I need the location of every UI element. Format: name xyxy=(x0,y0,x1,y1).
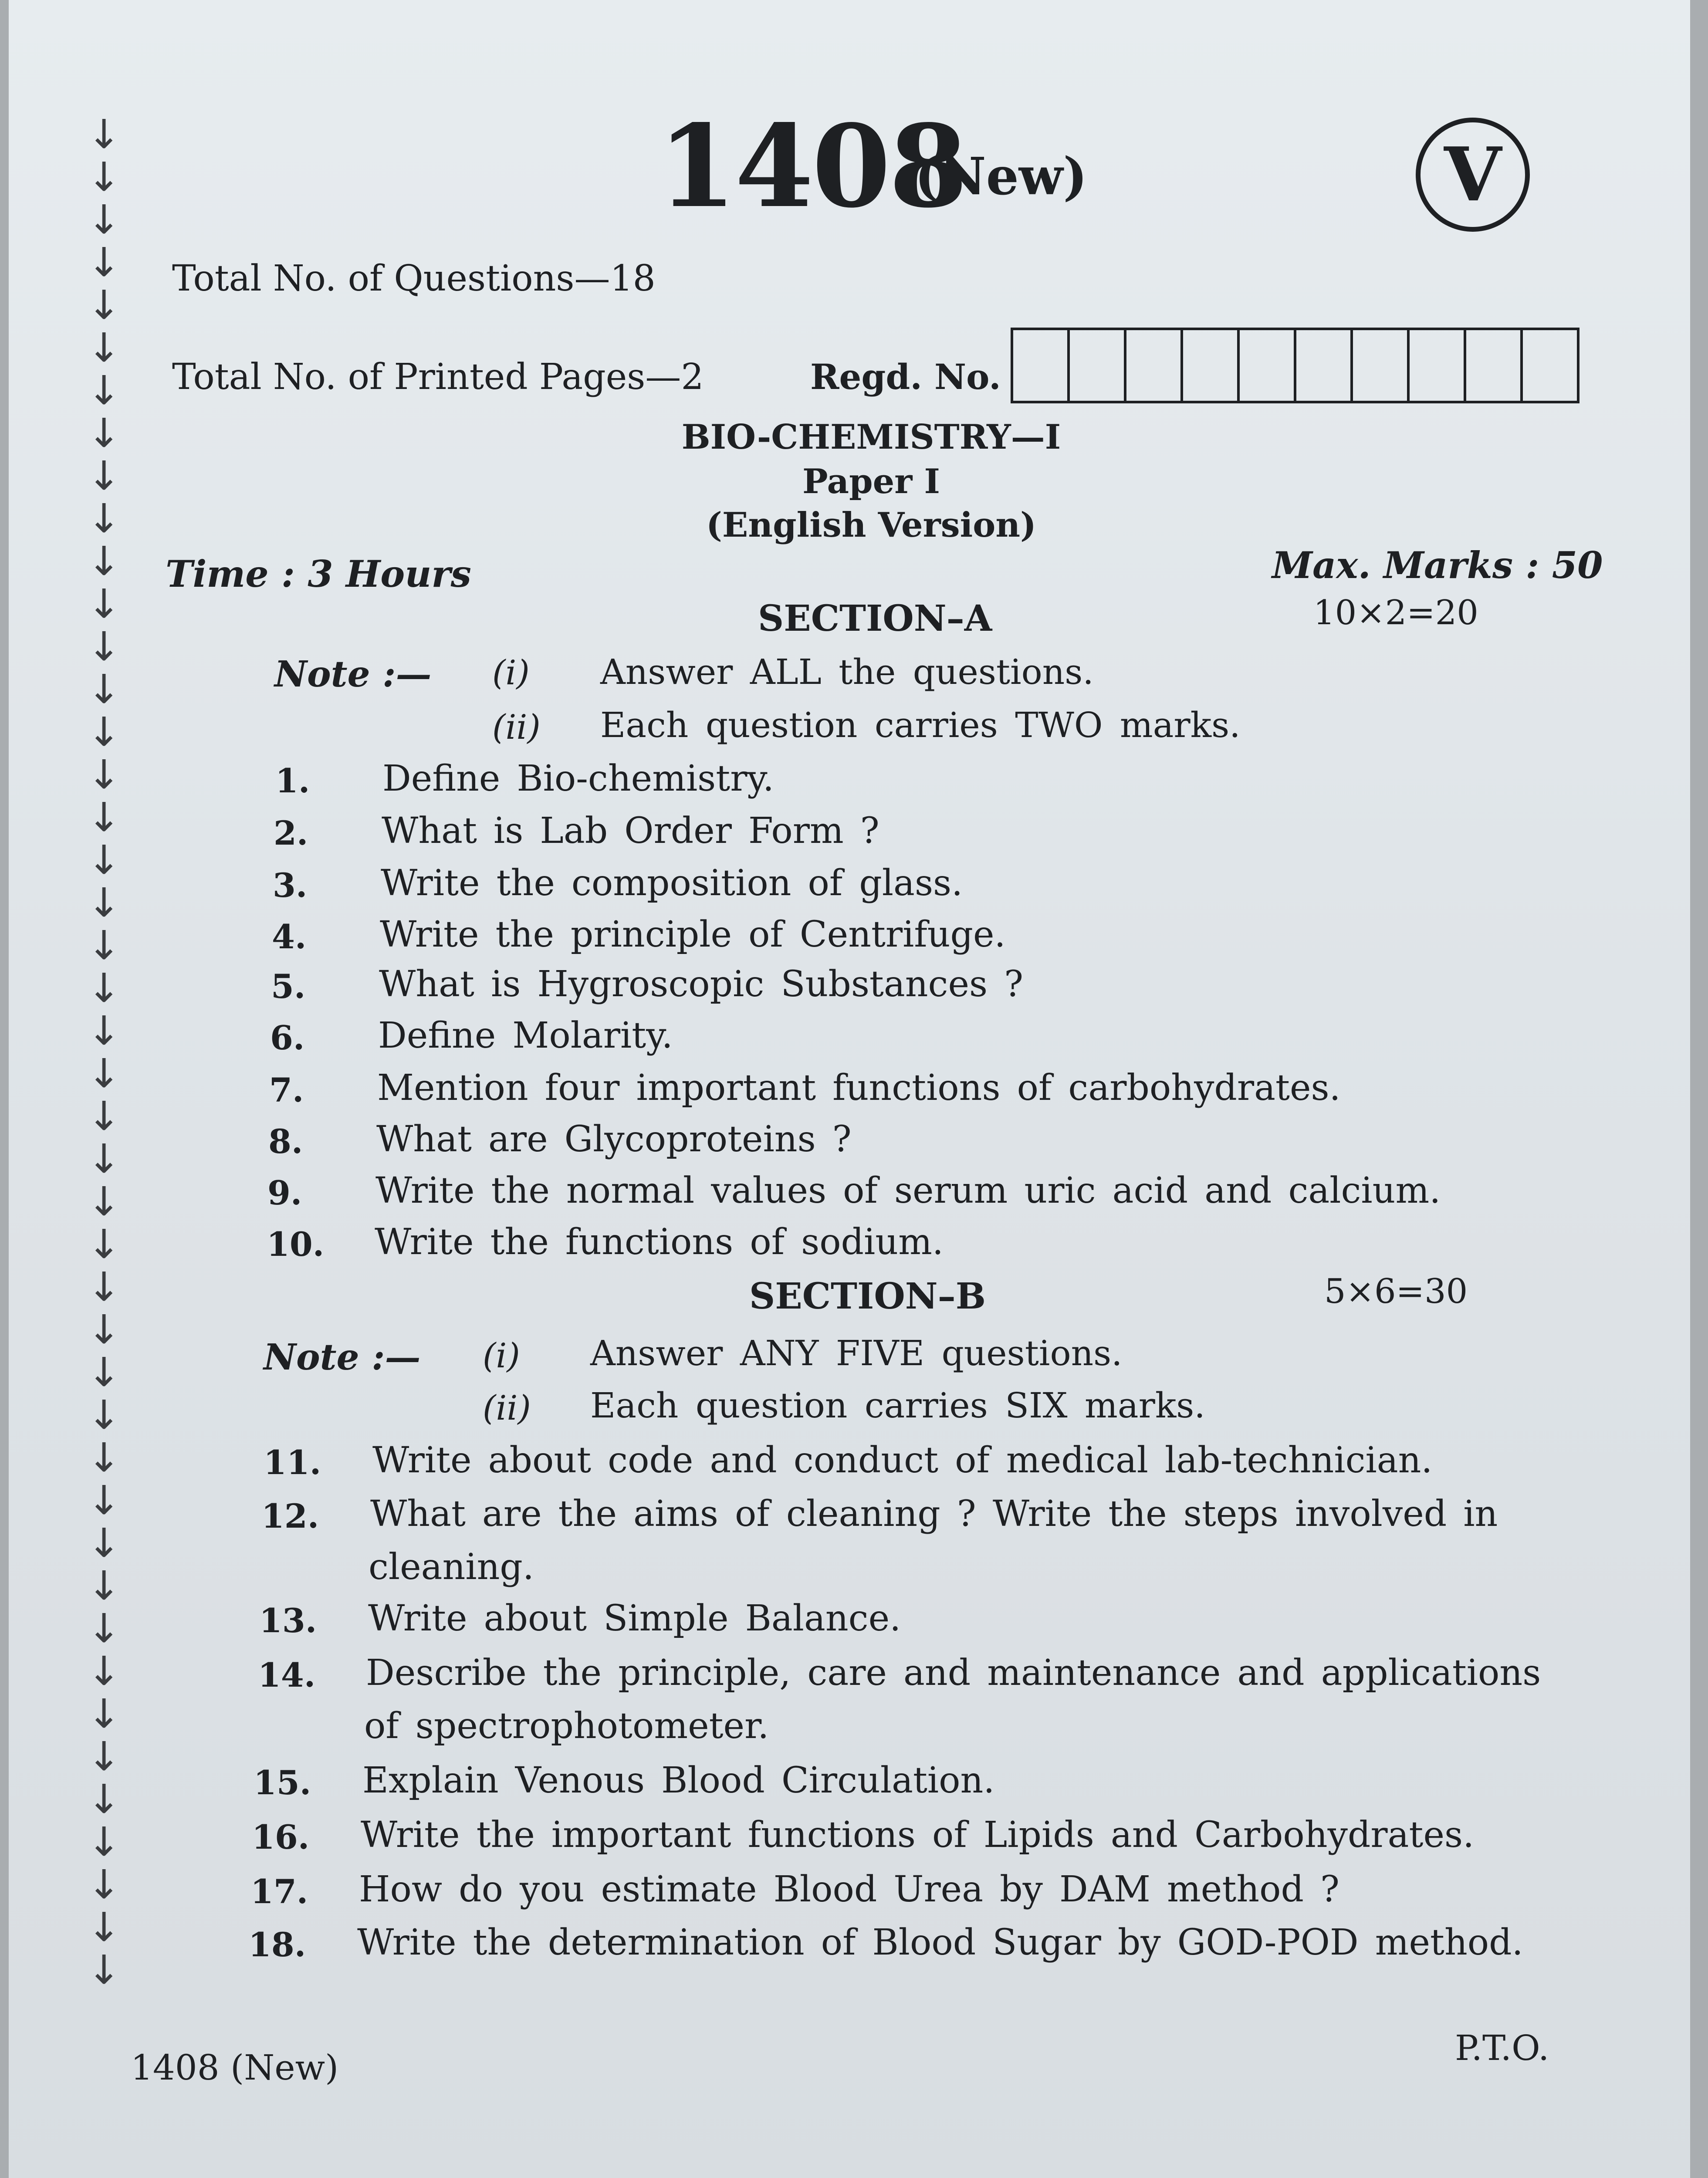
paper-code-suffix: (New) xyxy=(915,146,1088,206)
question-number: 4. xyxy=(272,917,307,956)
question-number: 7. xyxy=(269,1071,304,1109)
question-text: Explain Venous Blood Circulation. xyxy=(362,1760,995,1801)
margin-arrow-icon: ↓ xyxy=(87,1520,121,1566)
question-number: 6. xyxy=(270,1018,305,1057)
paper-number: Paper I xyxy=(802,462,940,501)
question-number: 16. xyxy=(252,1818,310,1857)
margin-arrow-icon: ↓ xyxy=(87,1691,121,1737)
margin-arrow-icon: ↓ xyxy=(87,1221,121,1268)
margin-arrow-icon: ↓ xyxy=(87,1264,121,1310)
margin-arrow-icon: ↓ xyxy=(87,154,121,200)
margin-arrow-column xyxy=(87,113,152,2056)
version-badge: V xyxy=(1416,118,1530,232)
question-text: Write the composition of glass. xyxy=(381,862,963,904)
total-pages: Total No. of Printed Pages—2 xyxy=(172,356,704,398)
question-number: 3. xyxy=(273,866,308,905)
margin-arrow-icon: ↓ xyxy=(87,1136,121,1182)
margin-arrow-icon: ↓ xyxy=(87,1562,121,1609)
regd-number-boxes[interactable] xyxy=(1011,328,1579,403)
question-text: Write the important functions of Lipids and Carbohydrates. xyxy=(361,1814,1475,1856)
regd-digit-box[interactable] xyxy=(1410,330,1466,401)
regd-digit-box[interactable] xyxy=(1523,330,1577,401)
time-allowed: Time : 3 Hours xyxy=(166,552,471,595)
margin-arrow-icon: ↓ xyxy=(87,538,121,585)
question-number: 10. xyxy=(267,1225,325,1264)
section-a-marks: 10×2=20 xyxy=(1313,593,1478,632)
margin-arrow-icon: ↓ xyxy=(87,1306,121,1353)
margin-arrow-icon: ↓ xyxy=(87,1093,121,1140)
question-text: Describe the principle, care and maintenance and applications xyxy=(366,1652,1541,1694)
section-b-title: SECTION–B xyxy=(749,1275,986,1317)
total-questions: Total No. of Questions—18 xyxy=(172,258,656,299)
section-a-note-num: (i) xyxy=(492,653,530,693)
regd-digit-box[interactable] xyxy=(1126,330,1183,401)
max-marks: Max. Marks : 50 xyxy=(1272,544,1603,587)
question-number: 15. xyxy=(254,1763,311,1802)
margin-arrow-icon: ↓ xyxy=(87,1392,121,1438)
margin-arrow-icon: ↓ xyxy=(87,1008,121,1054)
regd-digit-box[interactable] xyxy=(1240,330,1296,401)
section-a-title: SECTION–A xyxy=(758,598,992,639)
section-a-note-text: Each question carries TWO marks. xyxy=(600,705,1241,745)
section-b-marks: 5×6=30 xyxy=(1324,1272,1468,1311)
question-text: Write the determination of Blood Sugar by GOD-POD method. xyxy=(357,1922,1523,1963)
regd-digit-box[interactable] xyxy=(1013,330,1070,401)
margin-arrow-icon: ↓ xyxy=(87,1947,121,1993)
margin-arrow-icon: ↓ xyxy=(87,837,121,883)
margin-arrow-icon: ↓ xyxy=(87,794,121,841)
question-number: 13. xyxy=(259,1601,317,1640)
section-a-note-text: Answer ALL the questions. xyxy=(600,652,1094,692)
question-text: Mention four important functions of carbohydrates. xyxy=(377,1067,1341,1109)
margin-arrow-icon: ↓ xyxy=(87,1733,121,1780)
section-b-note-num: (ii) xyxy=(483,1389,531,1428)
margin-arrow-icon: ↓ xyxy=(87,581,121,627)
margin-arrow-icon: ↓ xyxy=(87,666,121,713)
paper-code: 1408 xyxy=(658,100,966,233)
section-b-note-text: Each question carries SIX marks. xyxy=(590,1385,1205,1426)
margin-arrow-icon: ↓ xyxy=(87,410,121,457)
question-text: Write the functions of sodium. xyxy=(375,1221,944,1263)
margin-arrow-icon: ↓ xyxy=(87,1477,121,1524)
margin-arrow-icon: ↓ xyxy=(87,453,121,499)
regd-digit-box[interactable] xyxy=(1070,330,1126,401)
question-number: 5. xyxy=(271,967,306,1006)
question-text: Write the normal values of serum uric acid and calcium. xyxy=(375,1170,1441,1211)
regd-label: Regd. No. xyxy=(810,356,1001,397)
margin-arrow-icon: ↓ xyxy=(87,879,121,926)
question-text: How do you estimate Blood Urea by DAM method ? xyxy=(359,1869,1339,1910)
section-b-note-num: (i) xyxy=(483,1336,520,1376)
question-text: cleaning. xyxy=(369,1546,534,1588)
regd-digit-box[interactable] xyxy=(1296,330,1353,401)
question-number: 18. xyxy=(248,1925,306,1964)
margin-arrow-icon: ↓ xyxy=(87,111,121,158)
exam-paper-page xyxy=(9,0,1690,2178)
section-a-note-label: Note :— xyxy=(274,653,432,695)
margin-arrow-icon: ↓ xyxy=(87,1434,121,1481)
question-number: 9. xyxy=(267,1174,302,1212)
margin-arrow-icon: ↓ xyxy=(87,495,121,542)
margin-arrow-icon: ↓ xyxy=(87,1648,121,1694)
margin-arrow-icon: ↓ xyxy=(87,196,121,243)
question-text: What are Glycoproteins ? xyxy=(376,1119,852,1160)
version-label: (English Version) xyxy=(706,505,1036,545)
margin-arrow-icon: ↓ xyxy=(87,1819,121,1865)
question-text: Define Molarity. xyxy=(378,1015,673,1056)
question-number: 11. xyxy=(264,1443,321,1482)
subject-title: BIO-CHEMISTRY—I xyxy=(681,417,1061,457)
section-b-note-label: Note :— xyxy=(264,1336,421,1378)
margin-arrow-icon: ↓ xyxy=(87,282,121,328)
question-text: Define Bio-chemistry. xyxy=(382,758,774,799)
regd-digit-box[interactable] xyxy=(1183,330,1240,401)
margin-arrow-icon: ↓ xyxy=(87,1178,121,1225)
question-number: 17. xyxy=(250,1872,308,1911)
section-b-note-text: Answer ANY FIVE questions. xyxy=(590,1333,1123,1373)
question-text: Write the principle of Centrifuge. xyxy=(380,914,1006,955)
margin-arrow-icon: ↓ xyxy=(87,367,121,414)
margin-arrow-icon: ↓ xyxy=(87,751,121,798)
question-text: What is Lab Order Form ? xyxy=(382,810,879,852)
question-text: What are the aims of cleaning ? Write the steps involved in xyxy=(370,1493,1498,1535)
margin-arrow-icon: ↓ xyxy=(87,1050,121,1097)
margin-arrow-icon: ↓ xyxy=(87,325,121,371)
section-a-note-num: (ii) xyxy=(492,708,541,747)
regd-digit-box[interactable] xyxy=(1353,330,1410,401)
question-text: of spectrophotometer. xyxy=(364,1705,769,1747)
margin-arrow-icon: ↓ xyxy=(87,1904,121,1951)
margin-arrow-icon: ↓ xyxy=(87,239,121,286)
question-number: 8. xyxy=(268,1122,303,1161)
margin-arrow-icon: ↓ xyxy=(87,922,121,969)
question-number: 2. xyxy=(274,814,308,852)
margin-arrow-icon: ↓ xyxy=(87,1349,121,1396)
question-number: 12. xyxy=(261,1497,319,1535)
question-text: Write about Simple Balance. xyxy=(368,1598,901,1639)
margin-arrow-icon: ↓ xyxy=(87,623,121,670)
question-number: 14. xyxy=(258,1656,316,1694)
margin-arrow-icon: ↓ xyxy=(87,1861,121,1908)
question-text: What is Hygroscopic Substances ? xyxy=(379,964,1024,1005)
question-number: 1. xyxy=(275,761,310,800)
margin-arrow-icon: ↓ xyxy=(87,1776,121,1823)
regd-digit-box[interactable] xyxy=(1466,330,1523,401)
footer-paper-code: 1408 (New) xyxy=(131,2047,339,2088)
margin-arrow-icon: ↓ xyxy=(87,1605,121,1652)
margin-arrow-icon: ↓ xyxy=(87,709,121,755)
footer-pto: P.T.O. xyxy=(1455,2028,1549,2068)
question-text: Write about code and conduct of medical lab-technician. xyxy=(372,1440,1433,1481)
margin-arrow-icon: ↓ xyxy=(87,965,121,1011)
